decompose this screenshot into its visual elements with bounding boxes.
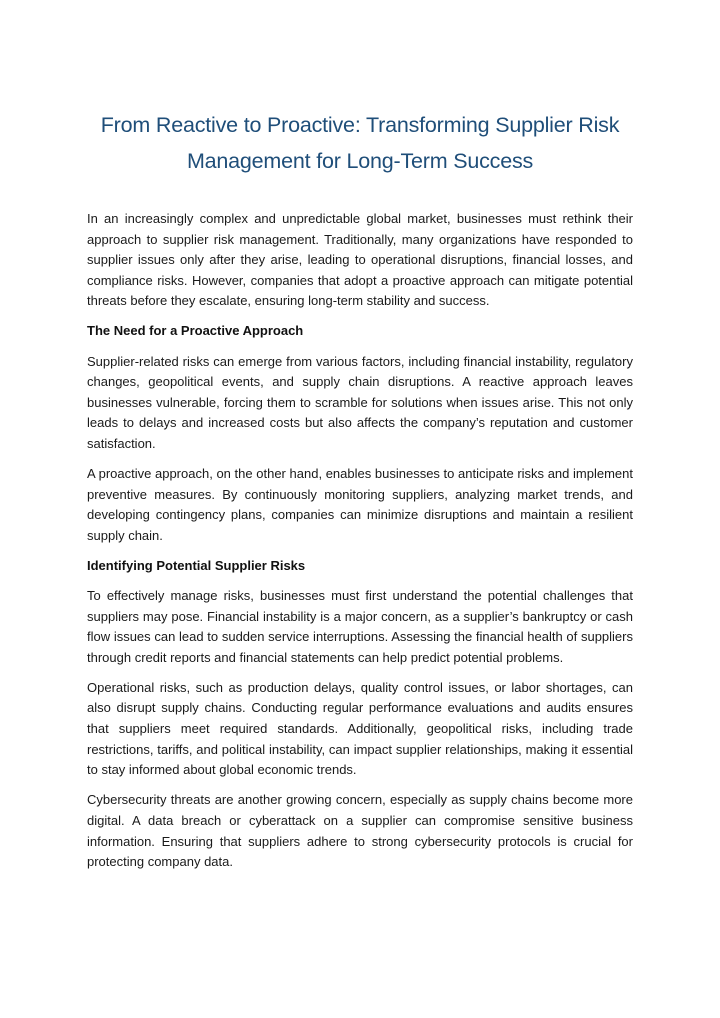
section-paragraph: Operational risks, such as production delays, quality control issues, or labor shortages, can also disrupt supply chains. Conducting regular performance evaluations and audits ensures that suppliers meet required standards. Additionally, geopolitical risks, including trade restrictions, tariffs, and political instability, can impact supplier relationships, making it essential to stay informed about global economic trends. — [87, 679, 633, 778]
section-paragraph: Supplier-related risks can emerge from various factors, including financial instability, regulatory changes, geopolitical events, and supply chain disruptions. A reactive approach leaves businesses vulnerable, forcing them to scramble for solutions when issues arise. This not only leads to delays and increased costs but also affects the company’s reputation and customer satisfaction. — [87, 353, 633, 451]
intro-paragraph: In an increasingly complex and unpredictable global market, businesses must rethink their approach to supplier risk management. Traditionally, many organizations have responded to supplier issues only after they arise, leading to operational disruptions, financial losses, and compliance risks. However, companies that adopt a proactive approach can mitigate potential threats before they escalate, ensuring long-term stability and success. — [87, 211, 633, 309]
section-paragraph: Cybersecurity threats are another growing concern, especially as supply chains become more digital. A data breach or cyberattack on a supplier can compromise sensitive business information. Ensuring that suppliers adhere to strong cybersecurity protocols is crucial for protecting company data. — [87, 792, 633, 870]
section-heading-identifying-risks: Identifying Potential Supplier Risks — [87, 557, 306, 573]
section-paragraph: A proactive approach, on the other hand, enables businesses to anticipate risks and implement preventive measures. By continuously monitoring suppliers, analyzing market trends, and developing contingency plans, companies can minimize disruptions and maintain a resilient supply chain. — [87, 466, 633, 543]
section-paragraph: To effectively manage risks, businesses must first understand the potential challenges that suppliers may pose. Financial instability is a major concern, as a supplier’s bankruptcy or cash flow issues can lead to sudden service interruptions. Assessing the financial health of suppliers through credit reports and financial statements can help predict potential problems. — [87, 588, 633, 665]
section-heading-need-proactive: The Need for a Proactive Approach — [87, 323, 304, 339]
document-title: From Reactive to Proactive: Transforming Supplier Risk Management for Long-Term Success — [100, 113, 620, 173]
document-body — [87, 209, 633, 882]
